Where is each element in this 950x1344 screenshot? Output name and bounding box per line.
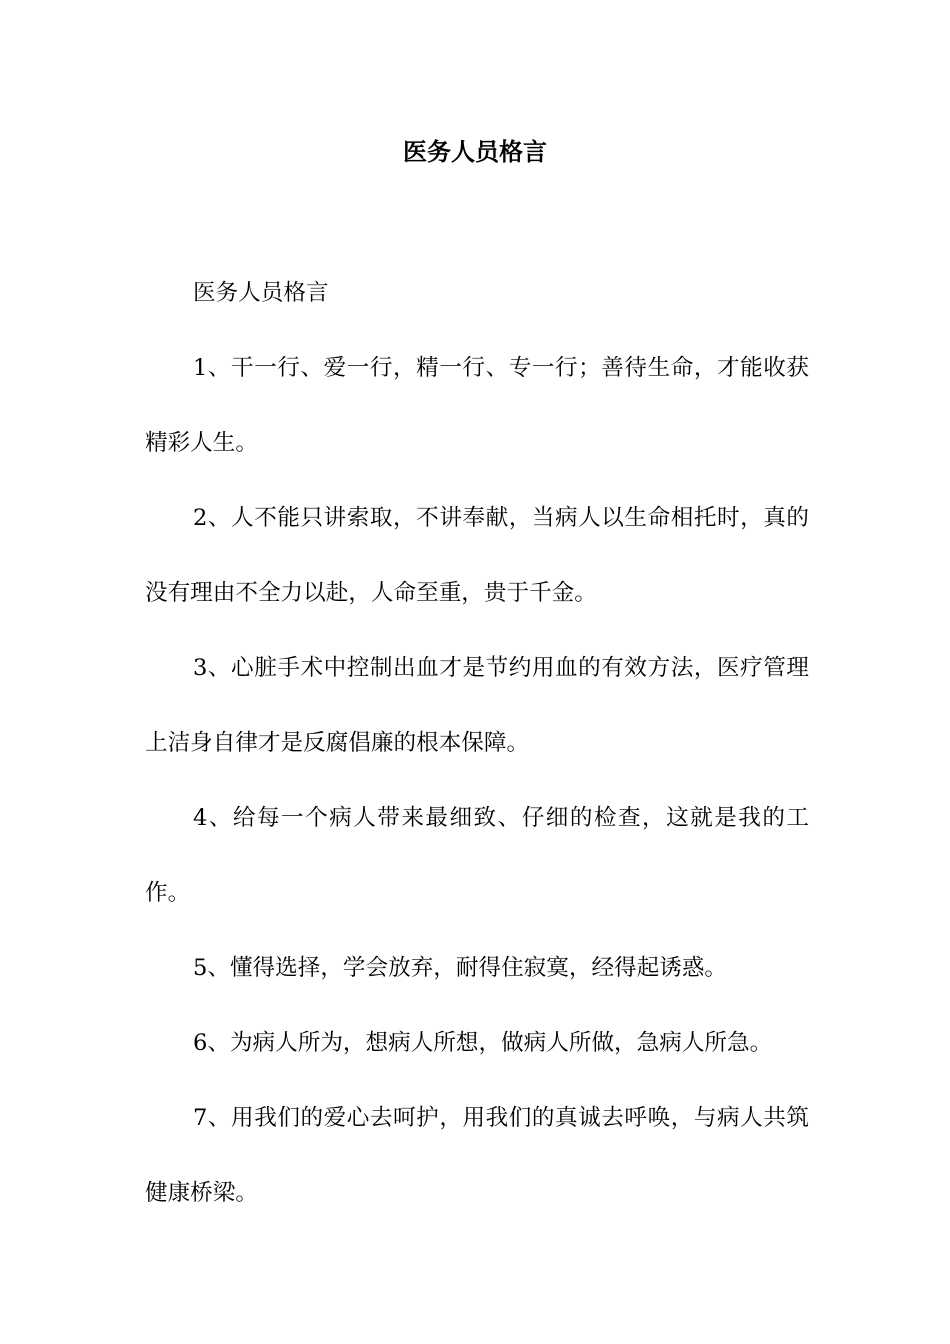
- document-title: 医务人员格言: [403, 137, 547, 166]
- paragraph-maxim-1: 1、干一行、爱一行，精一行、专一行；善待生命，才能收获精彩人生。: [145, 355, 809, 456]
- paragraph-maxim-5: 5、懂得选择，学会放弃，耐得住寂寞，经得起诱惑。: [193, 955, 728, 981]
- paragraph-subtitle: 医务人员格言: [193, 280, 329, 306]
- document-body: [145, 256, 809, 1231]
- paragraph-maxim-7: 7、用我们的爱心去呵护，用我们的真诚去呼唤，与病人共筑健康桥梁。: [145, 1105, 809, 1206]
- paragraph-maxim-3: 3、心脏手术中控制出血才是节约用血的有效方法，医疗管理上洁身自律才是反腐倡廉的根本保障。: [145, 655, 809, 756]
- paragraph-maxim-2: 2、人不能只讲索取，不讲奉献，当病人以生命相托时，真的没有理由不全力以赴，人命至重，贵于千金。: [145, 505, 809, 606]
- paragraph-maxim-4: 4、给每一个病人带来最细致、仔细的检查，这就是我的工作。: [145, 805, 809, 906]
- paragraph-maxim-6: 6、为病人所为，想病人所想，做病人所做，急病人所急。: [193, 1030, 773, 1056]
